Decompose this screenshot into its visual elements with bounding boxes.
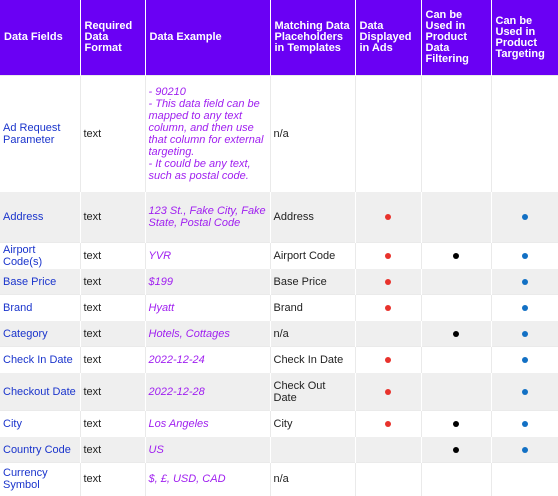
field-example: $, £, USD, CAD — [145, 463, 270, 496]
ads-dot-cell — [355, 269, 421, 295]
field-example: US — [145, 437, 270, 463]
field-example: Hotels, Cottages — [145, 321, 270, 347]
ads-dot-cell — [355, 437, 421, 463]
ads-dot-cell — [355, 243, 421, 269]
targeting-dot-cell — [491, 76, 558, 192]
field-format: text — [80, 347, 145, 373]
field-name: Brand — [0, 295, 80, 321]
field-format: text — [80, 269, 145, 295]
filtering-dot-cell — [421, 373, 491, 411]
field-name: Category — [0, 321, 80, 347]
ads-dot-cell — [355, 295, 421, 321]
ads-dot-cell — [355, 76, 421, 192]
targeting-dot-cell — [491, 437, 558, 463]
targeting-dot-cell — [491, 321, 558, 347]
ads-dot-red — [385, 305, 391, 311]
filtering-dot-cell — [421, 321, 491, 347]
field-example: 2022-12-28 — [145, 373, 270, 411]
field-placeholder: n/a — [270, 321, 355, 347]
targeting-dot-blue — [522, 389, 528, 395]
field-format: text — [80, 295, 145, 321]
filtering-dot-cell — [421, 347, 491, 373]
field-placeholder: Check Out Date — [270, 373, 355, 411]
field-format: text — [80, 76, 145, 192]
targeting-dot-blue — [522, 305, 528, 311]
field-name: Address — [0, 192, 80, 243]
field-format: text — [80, 463, 145, 496]
ads-dot-red — [385, 214, 391, 220]
table-row — [0, 295, 558, 321]
field-name: Check In Date — [0, 347, 80, 373]
field-example: Hyatt — [145, 295, 270, 321]
filtering-dot-cell — [421, 243, 491, 269]
targeting-dot-cell — [491, 347, 558, 373]
field-example: - 90210 - This data field can be mapped to any text column, and then use that column for external targeting. - It could be any text, such as postal code. — [145, 76, 270, 192]
ads-dot-cell — [355, 411, 421, 437]
ads-dot-red — [385, 253, 391, 259]
field-format: text — [80, 373, 145, 411]
header-data-displayed-in-ads: Data Displayed in Ads — [355, 0, 421, 76]
field-name: Checkout Date — [0, 373, 80, 411]
ads-dot-cell — [355, 192, 421, 243]
targeting-dot-blue — [522, 447, 528, 453]
field-placeholder: Brand — [270, 295, 355, 321]
table-row — [0, 192, 558, 243]
ads-dot-cell — [355, 463, 421, 496]
filtering-dot-cell — [421, 411, 491, 437]
targeting-dot-cell — [491, 411, 558, 437]
filtering-dot-black — [453, 447, 459, 453]
ads-dot-red — [385, 279, 391, 285]
ads-dot-cell — [355, 373, 421, 411]
targeting-dot-cell — [491, 295, 558, 321]
table-row — [0, 269, 558, 295]
field-example: 123 St., Fake City, Fake State, Postal Code — [145, 192, 270, 243]
header-product-data-filtering: Can be Used in Product Data Filtering — [421, 0, 491, 76]
field-format: text — [80, 437, 145, 463]
filtering-dot-cell — [421, 269, 491, 295]
targeting-dot-blue — [522, 253, 528, 259]
field-placeholder — [270, 437, 355, 463]
field-format: text — [80, 321, 145, 347]
header-matching-placeholders: Matching Data Placeholders in Templates — [270, 0, 355, 76]
field-name: City — [0, 411, 80, 437]
targeting-dot-blue — [522, 279, 528, 285]
targeting-dot-blue — [522, 214, 528, 220]
field-format: text — [80, 411, 145, 437]
filtering-dot-black — [453, 421, 459, 427]
field-placeholder: Airport Code — [270, 243, 355, 269]
field-placeholder: n/a — [270, 76, 355, 192]
field-name: Ad Request Parameter — [0, 76, 80, 192]
field-format: text — [80, 243, 145, 269]
filtering-dot-black — [453, 331, 459, 337]
targeting-dot-cell — [491, 192, 558, 243]
table-row — [0, 411, 558, 437]
field-placeholder: Check In Date — [270, 347, 355, 373]
field-example: Los Angeles — [145, 411, 270, 437]
ads-dot-red — [385, 357, 391, 363]
targeting-dot-cell — [491, 463, 558, 496]
filtering-dot-cell — [421, 295, 491, 321]
header-required-data-format: Required Data Format — [80, 0, 145, 76]
table-row — [0, 243, 558, 269]
targeting-dot-blue — [522, 331, 528, 337]
targeting-dot-cell — [491, 243, 558, 269]
field-placeholder: Base Price — [270, 269, 355, 295]
field-example: YVR — [145, 243, 270, 269]
targeting-dot-blue — [522, 357, 528, 363]
header-row — [0, 0, 558, 76]
ads-dot-red — [385, 421, 391, 427]
field-example: $199 — [145, 269, 270, 295]
field-format: text — [80, 192, 145, 243]
filtering-dot-cell — [421, 192, 491, 243]
table-row — [0, 76, 558, 192]
ads-dot-cell — [355, 321, 421, 347]
table-row — [0, 347, 558, 373]
table-row — [0, 373, 558, 411]
header-data-fields: Data Fields — [0, 0, 80, 76]
table-row — [0, 437, 558, 463]
targeting-dot-cell — [491, 373, 558, 411]
field-name: Currency Symbol — [0, 463, 80, 496]
header-product-targeting: Can be Used in Product Targeting — [491, 0, 558, 76]
targeting-dot-blue — [522, 421, 528, 427]
field-placeholder: Address — [270, 192, 355, 243]
header-data-example: Data Example — [145, 0, 270, 76]
table-row — [0, 463, 558, 496]
field-name: Airport Code(s) — [0, 243, 80, 269]
targeting-dot-cell — [491, 269, 558, 295]
table-row — [0, 321, 558, 347]
field-example: 2022-12-24 — [145, 347, 270, 373]
ads-dot-cell — [355, 347, 421, 373]
field-name: Country Code — [0, 437, 80, 463]
filtering-dot-cell — [421, 437, 491, 463]
field-placeholder: City — [270, 411, 355, 437]
filtering-dot-black — [453, 253, 459, 259]
ads-dot-red — [385, 389, 391, 395]
filtering-dot-cell — [421, 463, 491, 496]
field-name: Base Price — [0, 269, 80, 295]
field-placeholder: n/a — [270, 463, 355, 496]
filtering-dot-cell — [421, 76, 491, 192]
